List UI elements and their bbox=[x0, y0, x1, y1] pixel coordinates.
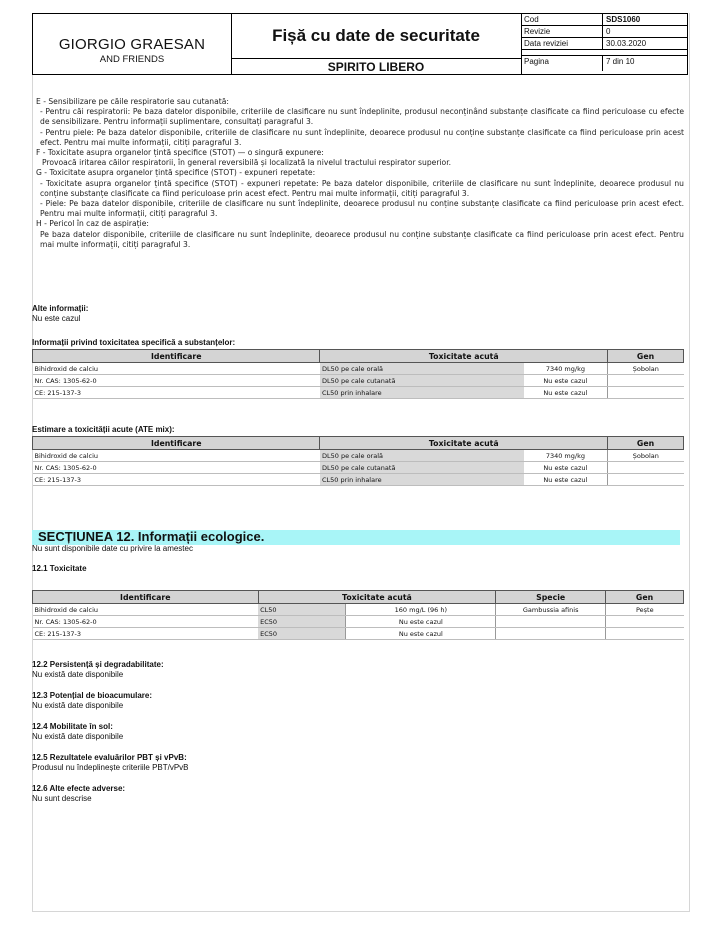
meta-row-revision bbox=[521, 26, 687, 38]
meta-value: 30.03.2020 bbox=[606, 39, 647, 48]
header-gen: Gen bbox=[608, 350, 684, 363]
cell-gen bbox=[606, 616, 684, 628]
cell-id: CE: 215-137-3 bbox=[33, 387, 320, 399]
s12-5-label: 12.5 Rezultatele evaluărilor PBT și vPvB: bbox=[32, 753, 187, 762]
s12-3-label: 12.3 Potențial de bioacumulare: bbox=[32, 691, 153, 700]
header-gen: Gen bbox=[606, 591, 684, 604]
meta-row-code bbox=[521, 14, 687, 26]
company-block bbox=[33, 14, 232, 74]
meta-value: 7 din 10 bbox=[606, 57, 635, 66]
table-row bbox=[33, 450, 684, 462]
ate-mix-label: Estimare a toxicității acute (ATE mix): bbox=[32, 425, 175, 434]
table-row bbox=[33, 628, 684, 640]
meta-key: Data reviziei bbox=[521, 38, 603, 49]
section-f-title: F - Toxicitate asupra organelor țintă specifice (STOT) — o singură expunere: bbox=[36, 148, 324, 158]
cell-species bbox=[496, 628, 606, 640]
s12-6-value: Nu sunt descrise bbox=[32, 794, 92, 803]
cell-value: 7340 mg/kg bbox=[524, 450, 608, 462]
cell-value: 160 mg/L (96 h) bbox=[346, 604, 496, 616]
header-identification: Identificare bbox=[33, 350, 320, 363]
cell-id: Nr. CAS: 1305-62-0 bbox=[33, 375, 320, 387]
meta-key: Pagina bbox=[521, 56, 603, 71]
section-12-intro: Nu sunt disponibile date cu privire la amestec bbox=[32, 544, 193, 553]
cell-id: Nr. CAS: 1305-62-0 bbox=[33, 616, 259, 628]
cell-id: Nr. CAS: 1305-62-0 bbox=[33, 462, 320, 474]
s12-4-value: Nu există date disponibile bbox=[32, 732, 124, 741]
cell-id: Bihidroxid de calciu bbox=[33, 604, 259, 616]
s12-4-label: 12.4 Mobilitate în sol: bbox=[32, 722, 113, 731]
cell-gen: Pește bbox=[606, 604, 684, 616]
section-e-title: E - Sensibilizare pe căile respiratorie sau cutanată: bbox=[36, 97, 229, 106]
table-row bbox=[33, 604, 684, 616]
table-row bbox=[33, 387, 684, 399]
section-e-respiratory: - Pentru căi respiratorii: Pe baza datelor disponibile, criteriile de clasificare nu sunt îndeplinite, produsul neconținând substanțe clasificate ca fiind periculoase cu efecte de sensibilizare. Pentru informații suplimentare, consultați paragraful 3. bbox=[40, 107, 684, 127]
section-h-title: H - Pericol în caz de aspirație: bbox=[36, 219, 149, 229]
document-header bbox=[32, 13, 688, 75]
cell-species: Gambussia afinis bbox=[496, 604, 606, 616]
meta-key: Revizie bbox=[521, 26, 603, 37]
header-species: Specie bbox=[496, 591, 606, 604]
cell-gen: Șobolan bbox=[608, 450, 684, 462]
s12-2-value: Nu există date disponibile bbox=[32, 670, 124, 679]
table-row bbox=[33, 462, 684, 474]
other-info-label: Alte informații: bbox=[32, 304, 89, 313]
cell-value: Nu este cazul bbox=[524, 474, 608, 486]
meta-row-page bbox=[521, 55, 687, 71]
toxicology-text bbox=[36, 97, 684, 250]
section-g-text-2: - Piele: Pe baza datelor disponibile, criteriile de clasificare nu sunt îndeplinite, deoarece produsul nu conține substanțe clasificate ca fiind periculoase prin acest efect. Pentru mai multe informații, citiți paragraful 3. bbox=[40, 199, 684, 219]
table-header-row bbox=[33, 437, 684, 450]
cell-gen bbox=[608, 387, 684, 399]
cell-id: CE: 215-137-3 bbox=[33, 628, 259, 640]
section-12-banner bbox=[32, 530, 680, 545]
s12-5-value: Produsul nu îndeplinește criteriile PBT/vPvB bbox=[32, 763, 189, 772]
meta-key: Cod bbox=[521, 14, 603, 25]
document-meta bbox=[521, 14, 687, 71]
cell-gen bbox=[608, 375, 684, 387]
table-row bbox=[33, 375, 684, 387]
header-acute-toxicity: Toxicitate acută bbox=[320, 437, 608, 450]
document-title: Fișă cu date de securitate bbox=[231, 14, 522, 59]
cell-gen bbox=[606, 628, 684, 640]
cell-test: DL50 pe cale cutanată bbox=[320, 375, 524, 387]
table-row bbox=[33, 363, 684, 375]
s12-3-value: Nu există date disponibile bbox=[32, 701, 124, 710]
cell-test: DL50 pe cale cutanată bbox=[320, 462, 524, 474]
cell-gen bbox=[608, 462, 684, 474]
company-name: GIORGIO GRAESAN bbox=[58, 36, 206, 53]
cell-value: Nu este cazul bbox=[524, 462, 608, 474]
cell-gen: Șobolan bbox=[608, 363, 684, 375]
specific-tox-table bbox=[32, 349, 684, 399]
header-identification: Identificare bbox=[33, 591, 259, 604]
cell-value: 7340 mg/kg bbox=[524, 363, 608, 375]
cell-gen bbox=[608, 474, 684, 486]
table-header-row bbox=[33, 591, 684, 604]
meta-value: SDS1060 bbox=[606, 15, 641, 24]
section-g-title: G - Toxicitate asupra organelor țintă specifice (STOT) - expuneri repetate: bbox=[36, 168, 316, 178]
header-acute-toxicity: Toxicitate acută bbox=[320, 350, 608, 363]
table-row bbox=[33, 616, 684, 628]
table-header-row bbox=[33, 350, 684, 363]
cell-test: DL50 pe cale orală bbox=[320, 450, 524, 462]
meta-value: 0 bbox=[606, 27, 611, 36]
cell-value: Nu este cazul bbox=[524, 387, 608, 399]
section-12-title: SECȚIUNEA 12. Informații ecologice. bbox=[38, 529, 265, 544]
cell-id: Bihidroxid de calciu bbox=[33, 450, 320, 462]
header-gen: Gen bbox=[608, 437, 684, 450]
cell-value: Nu este cazul bbox=[346, 628, 496, 640]
cell-test: CL50 bbox=[258, 604, 346, 616]
product-name: SPIRITO LIBERO bbox=[231, 58, 522, 74]
cell-id: CE: 215-137-3 bbox=[33, 474, 320, 486]
cell-value: Nu este cazul bbox=[346, 616, 496, 628]
toxicity-12-1-label: 12.1 Toxicitate bbox=[32, 564, 87, 573]
cell-id: Bihidroxid de calciu bbox=[33, 363, 320, 375]
other-info-value: Nu este cazul bbox=[32, 314, 81, 323]
s12-6-label: 12.6 Alte efecte adverse: bbox=[32, 784, 126, 793]
meta-row-revision-date bbox=[521, 38, 687, 50]
s12-2-label: 12.2 Persistență și degradabilitate: bbox=[32, 660, 164, 669]
eco-toxicity-table bbox=[32, 590, 684, 640]
table-row bbox=[33, 474, 684, 486]
cell-test: DL50 pe cale orală bbox=[320, 363, 524, 375]
company-subtitle: AND FRIENDS bbox=[99, 54, 165, 65]
header-acute-toxicity: Toxicitate acută bbox=[258, 591, 496, 604]
cell-test: EC50 bbox=[258, 628, 346, 640]
cell-species bbox=[496, 616, 606, 628]
section-f-text: Provoacă iritarea căilor respiratorii, în general reversibilă și localizată la nivelul tractului respirator superior. bbox=[42, 158, 452, 168]
specific-tox-label: Informații privind toxicitatea specifică a substanțelor: bbox=[32, 338, 236, 347]
cell-test: EC50 bbox=[258, 616, 346, 628]
cell-test: CL50 prin inhalare bbox=[320, 474, 524, 486]
cell-test: CL50 prin inhalare bbox=[320, 387, 524, 399]
section-g-text-1: - Toxicitate asupra organelor țintă specifice (STOT) - expuneri repetate: Pe baza datelor disponibile, criteriile de clasificare nu sunt îndeplinite, deoarece produsul nu conține substanțe clasificate ca fiind periculoase prin acest efect. Pentru mai multe informații, citiți paragraful 3. bbox=[40, 178, 684, 198]
section-e-skin: - Pentru piele: Pe baza datelor disponibile, criteriile de clasificare nu sunt îndeplinite, deoarece produsul nu conține substanțe clasificate ca fiind periculoase prin acest efect. Pentru mai multe informații, citiți paragraful 3. bbox=[40, 127, 684, 147]
ate-mix-table bbox=[32, 436, 684, 486]
section-h-text: Pe baza datelor disponibile, criteriile de clasificare nu sunt îndeplinite, deoarece produsul nu conține substanțe clasificate ca fiind periculoase prin acest efect. Pentru mai multe informații, citiți paragraful 3. bbox=[40, 229, 684, 249]
cell-value: Nu este cazul bbox=[524, 375, 608, 387]
header-identification: Identificare bbox=[33, 437, 320, 450]
